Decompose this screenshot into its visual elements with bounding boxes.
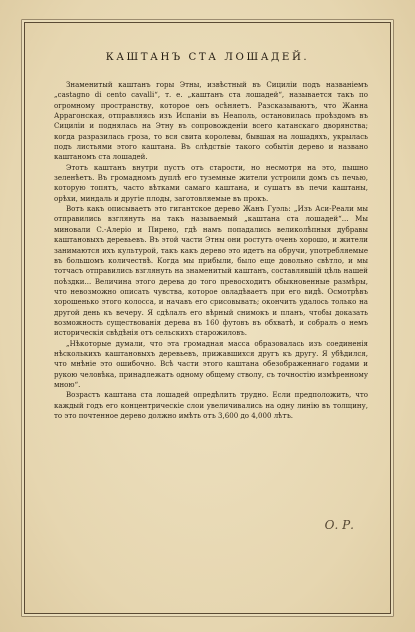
paragraph-1: Знаменитый каштанъ горы Этны, извѣстный въ Сициліи подъ названіемъ „castagno di cento cavalli“, т. е. „каштанъ ста лошадей“, называется такъ по огромному пространству, которое онъ осѣняетъ. Разсказываютъ, что Жанна Аррагонская, отправляясь изъ Испаніи въ Неаполь, остановилась проѣздомъ въ Сициліи и поднялась на Этну въ сопровожденіи всего катанскаго дворянства; когда разразилась гроза, то вся свита королевы, бывшая на лошадяхъ, укрылась подъ листьями этого каштана. Въ слѣдствіе такого событія дерево и названо каштаномъ ста лошадей. bbox=[54, 80, 368, 162]
paragraph-2: Этотъ каштанъ внутри пустъ отъ старости, но несмотря на это, пышно зеленѣетъ. Въ громадномъ дуплѣ его туземные жители устроили домъ съ печью, которую топятъ, часто вѣтками самаго каштана, и сушатъ въ печи каштаны, орѣхи, миндаль и другіе плоды, заготовляемые въ прокъ. bbox=[54, 162, 368, 203]
paragraph-3: Вотъ какъ описываетъ это гигантское дерево Жанъ Гуэль: „Изъ Аси-Реали мы отправились взглянуть на такъ называемый „каштана ста лошадей“... Мы миновали С.-Алеріо и Пирено, гдѣ намъ попадались великолѣпныя дубравы каштановыхъ деревьевъ. Въ этой части Этны они ростутъ очень хорошо, и жители занимаются ихъ культурой, такъ какъ дерево это идетъ на обручи, употребляемые въ большомъ количествѣ. Когда мы прибыли, было еще довольно свѣтло, и мы тотчасъ отправились взглянуть на знаменитый каштанъ, составлявшій цѣль нашей поѣздки... Величина этого дерева до того превосходитъ обыкновенные размѣры, что невозможно описать чувства, которое овладѣваетъ при его видѣ. Осмотрѣвъ хорошенько этого колосса, и начавъ его срисовывать; окончить удалось только на другой день къ вечеру. Я сдѣлалъ его вѣрный снимокъ и планъ, чтобы доказать возможность существованія дерева въ 160 футовъ въ обхватѣ, и собралъ о немъ историческія свѣдѣнія отъ сельскихъ старожиловъ. bbox=[54, 204, 368, 338]
article-body bbox=[54, 80, 368, 421]
article-title: КАШТАНЪ СТА ЛОШАДЕЙ. bbox=[105, 52, 310, 63]
paragraph-5: Возрастъ каштана ста лошадей опредѣлить трудно. Если предположить, что каждый годъ его концентрическіе слои увеличивались на одну линію въ толщину, то это почтенное дерево должно имѣть отъ 3,600 до 4,000 лѣтъ. bbox=[54, 390, 368, 420]
author-signature: О. Р. bbox=[324, 518, 354, 532]
paragraph-4: „Нѣкоторые думали, что эта громадная масса образовалась изъ соединенія нѣсколькихъ каштановыхъ деревьевъ, прижавшихся другъ къ другу. Я убѣдился, что мнѣніе это ошибочно. Всѣ части этого каштана обезображеннаго годами и рукою человѣка, принадлежатъ одному общему стволу, съ точностію измѣренному мною“. bbox=[54, 338, 368, 389]
